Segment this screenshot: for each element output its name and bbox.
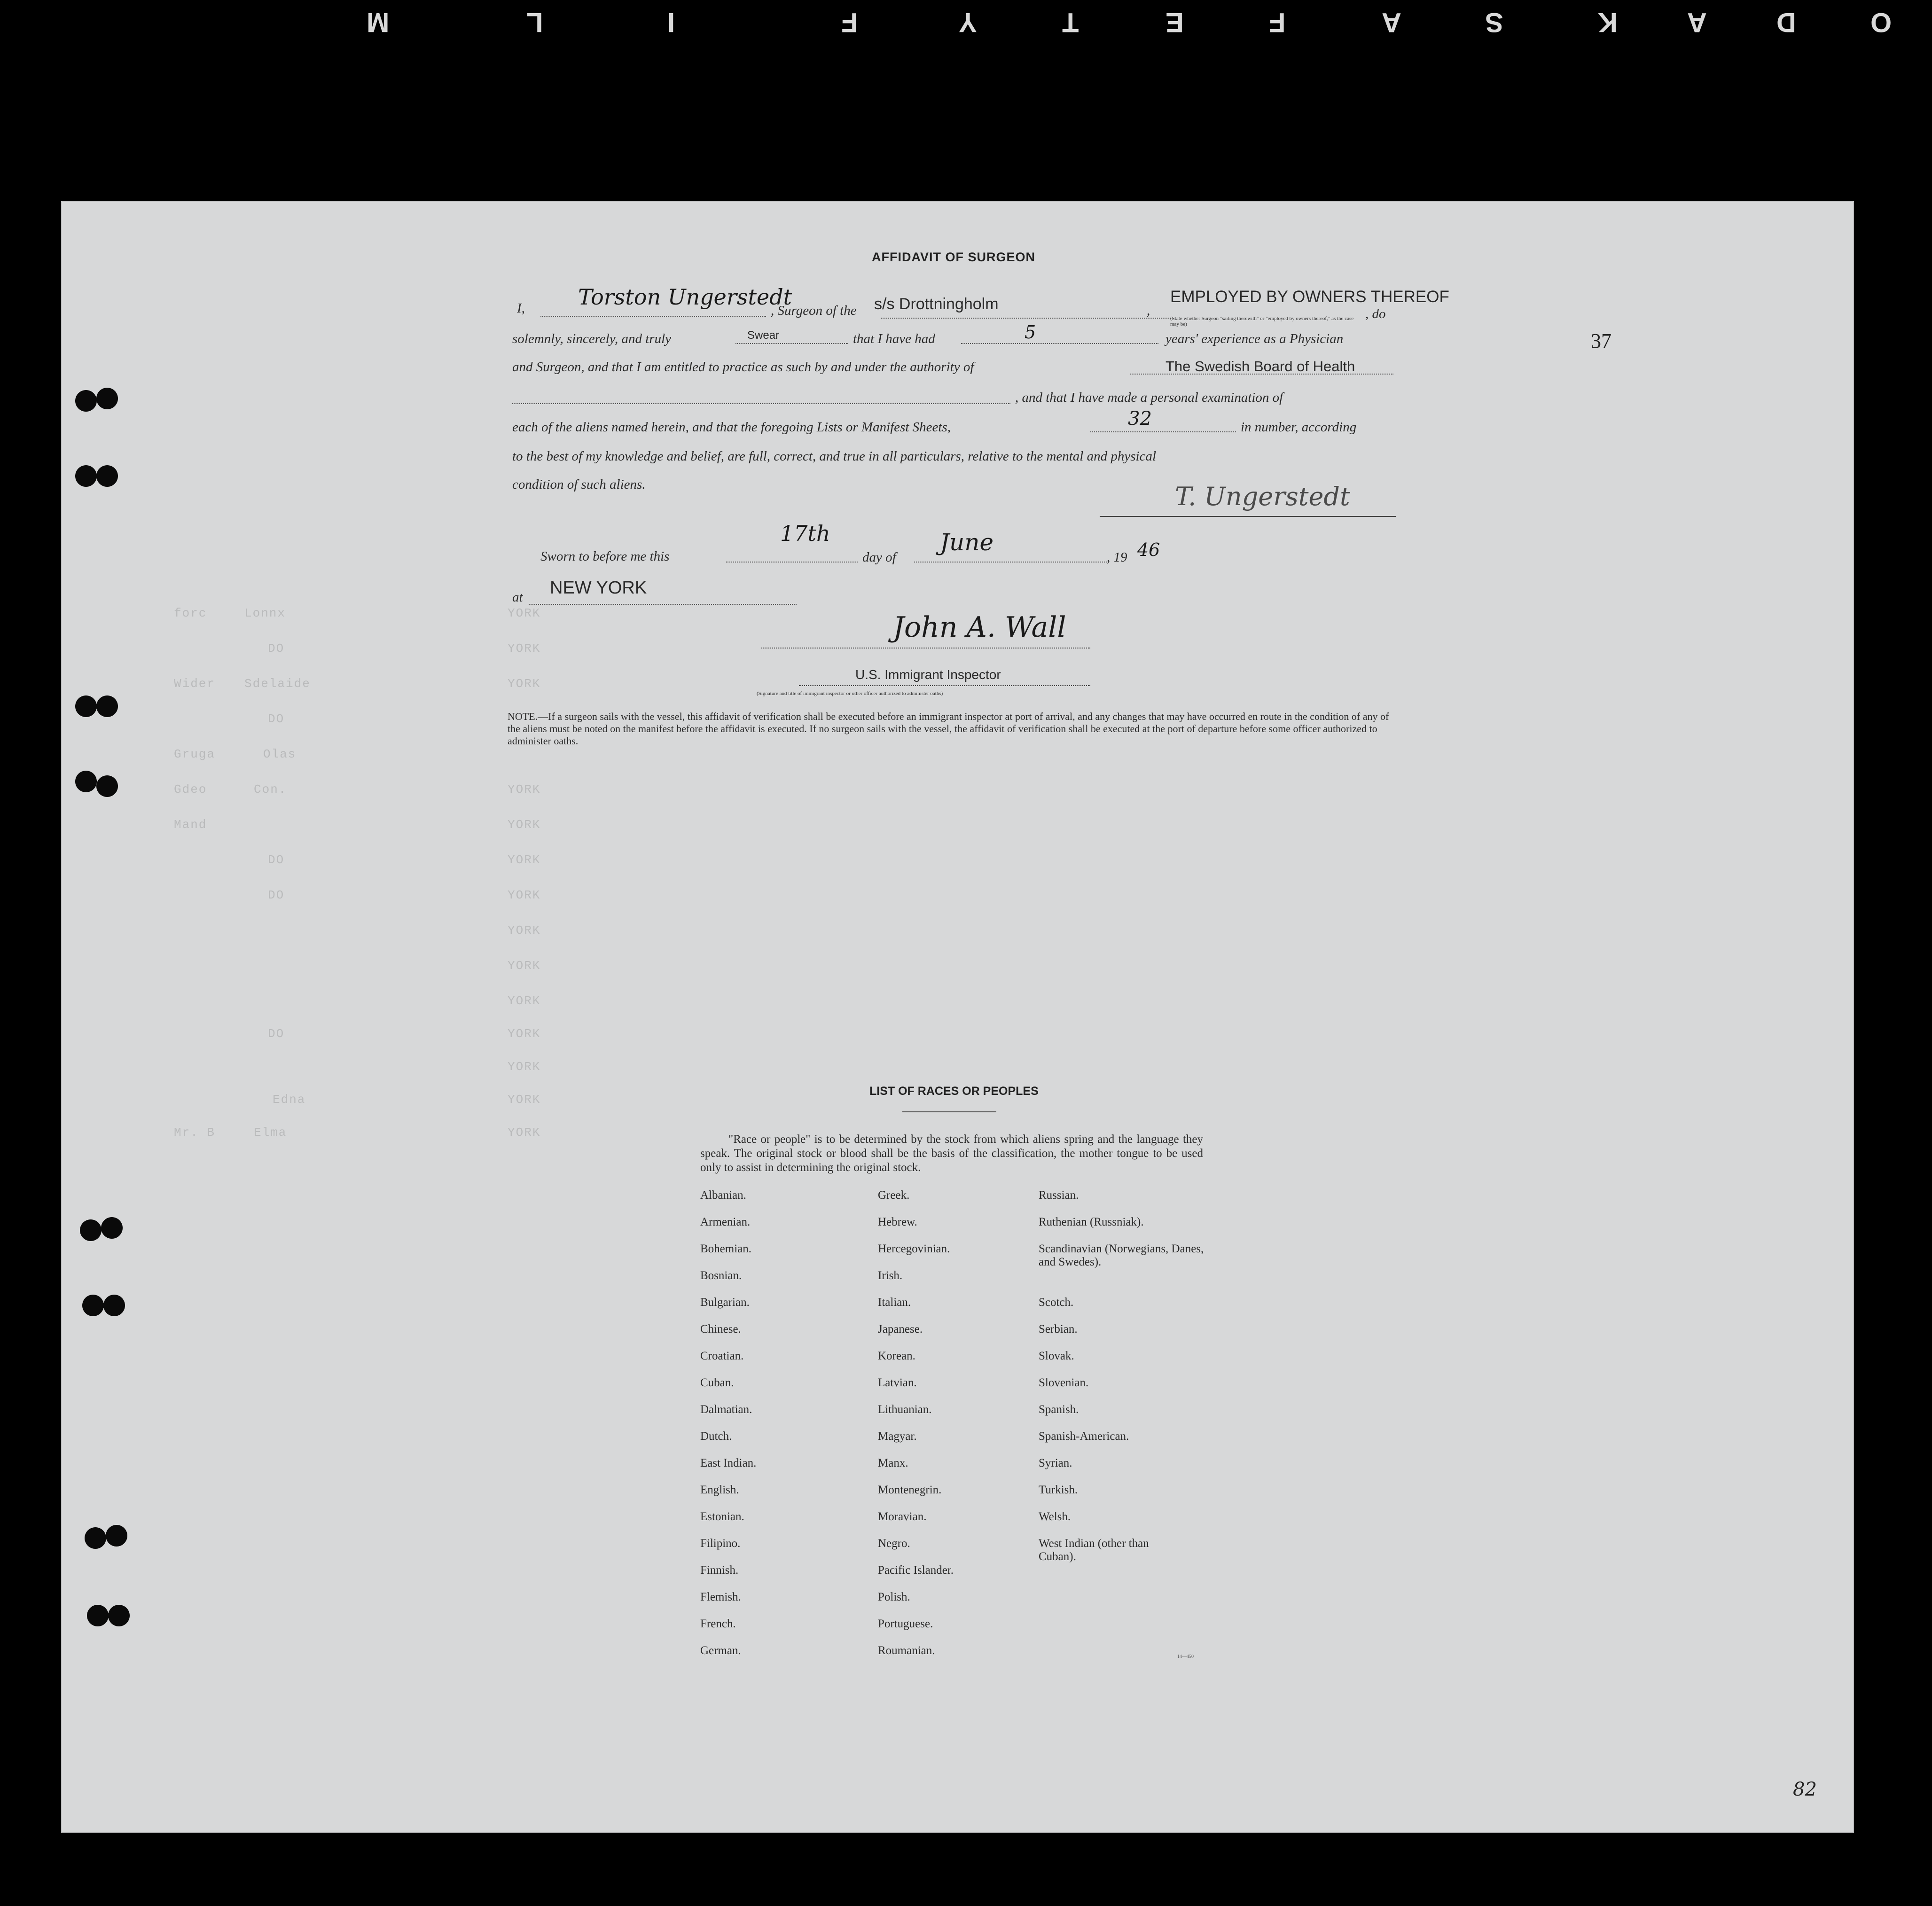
race-item: Irish. [878, 1269, 903, 1282]
bleed-text: DO [268, 888, 285, 902]
bleed-text: Edna [273, 1093, 306, 1107]
race-item: Albanian. [700, 1189, 746, 1202]
bleed-text: YORK [508, 923, 541, 937]
affidavit-note: NOTE.—If a surgeon sails with the vessel, this affidavit of verification shall be executed before an immigrant inspector at port of arrival, and any changes that may have occurred en route in the condition of any of the aliens must be noted on the manifest before the affidavit is executed. If no surgeon sails with the vessel, the affidavit of verification shall be executed at the port of departure before some officer authorized to administer oaths. [508, 711, 1389, 747]
film-glyph: F [841, 7, 858, 38]
race-item: Bohemian. [700, 1242, 752, 1255]
punch-hole [80, 1219, 102, 1241]
punch-hole [75, 465, 97, 487]
bleed-text: Con. [254, 782, 287, 797]
sheets-count: 32 [1128, 408, 1152, 430]
race-item: Flemish. [700, 1591, 741, 1603]
bleed-text: YORK [508, 959, 541, 973]
races-title: LIST OF RACES OR PEOPLES [869, 1085, 1039, 1098]
bleed-text: YORK [508, 677, 541, 691]
race-item: German. [700, 1644, 741, 1657]
best-of-label: to the best of my knowledge and belief, are full, correct, and true in all particulars, relative to the mental and physical [512, 449, 1157, 464]
race-item: Finnish. [700, 1564, 739, 1577]
bleed-text: YORK [508, 1027, 541, 1041]
that-i-have-had-label: that I have had [853, 331, 935, 346]
film-edge-marking [0, 7, 1932, 44]
race-item: Portuguese. [878, 1617, 933, 1630]
punch-hole [96, 388, 118, 409]
condition-label: condition of such aliens. [512, 477, 646, 492]
bleed-text: YORK [508, 1093, 541, 1107]
inspector-signature: John A. Wall [893, 611, 1066, 644]
film-glyph: O [1870, 7, 1892, 38]
race-item: Roumanian. [878, 1644, 935, 1657]
bleed-text: YORK [508, 1125, 541, 1140]
race-item: Ruthenian (Russniak). [1039, 1216, 1144, 1228]
film-glyph: T [1062, 7, 1079, 38]
race-item: Pacific Islander. [878, 1564, 954, 1577]
employment-status: EMPLOYED BY OWNERS THEREOF [1170, 288, 1449, 306]
punch-hole [85, 1527, 106, 1549]
years-value: 5 [1025, 322, 1036, 343]
race-item: East Indian. [700, 1457, 757, 1469]
year-value: 46 [1137, 539, 1160, 560]
bleed-text: YORK [508, 853, 541, 867]
bleed-text: Sdelaide [244, 677, 311, 691]
bleed-text: DO [268, 853, 285, 867]
film-glyph: A [1382, 7, 1401, 38]
surgeon-name: Torston Ungerstedt [578, 284, 792, 310]
punch-hole [75, 771, 97, 792]
race-item: Moravian. [878, 1510, 927, 1523]
solemnly-label: solemnly, sincerely, and truly [512, 331, 672, 346]
place-value: NEW YORK [550, 578, 647, 598]
race-item: Cuban. [700, 1376, 734, 1389]
races-paragraph: "Race or people" is to be determined by the stock from which aliens spring and the language they speak. The original stock or blood shall be the basis of the classification, the mother tongue to be used only to assist in determining the original stock. [700, 1133, 1203, 1174]
race-item: Syrian. [1039, 1457, 1072, 1469]
race-item: Slovak. [1039, 1350, 1074, 1362]
bleed-text: Elma [254, 1125, 287, 1140]
race-item: Montenegrin. [878, 1484, 942, 1496]
races-title-rule [902, 1111, 996, 1112]
in-number-label: in number, according [1241, 420, 1357, 435]
race-item: Serbian. [1039, 1323, 1078, 1336]
place-blank [529, 604, 797, 605]
surgeon-name-blank [540, 316, 766, 317]
punch-hole [96, 775, 118, 797]
race-item: Hercegovinian. [878, 1242, 950, 1255]
surgeon-signature: T. Ungerstedt [1175, 482, 1350, 511]
punch-hole [87, 1605, 109, 1626]
race-item: Hebrew. [878, 1216, 917, 1228]
punch-hole [103, 1295, 125, 1316]
authority-value: The Swedish Board of Health [1165, 358, 1355, 375]
each-of-label: each of the aliens named herein, and that the foregoing Lists or Manifest Sheets, [512, 420, 951, 435]
race-item: Spanish-American. [1039, 1430, 1129, 1443]
bleed-text: DO [268, 1027, 285, 1041]
punch-hole [101, 1217, 123, 1239]
race-item: Bulgarian. [700, 1296, 750, 1309]
surgeon-of-the-label: , Surgeon of the [771, 303, 857, 318]
film-glyph: A [1687, 7, 1707, 38]
manifest-page [61, 201, 1854, 1833]
race-item: Japanese. [878, 1323, 923, 1336]
sworn-label: Sworn to before me this [540, 549, 670, 564]
at-label: at [512, 590, 523, 605]
film-glyph: S [1485, 7, 1503, 38]
punch-hole [75, 390, 97, 412]
inspector-title: U.S. Immigrant Inspector [855, 667, 1001, 682]
race-item: Bosnian. [700, 1269, 742, 1282]
race-item: Lithuanian. [878, 1403, 932, 1416]
race-item: Armenian. [700, 1216, 751, 1228]
race-item: Negro. [878, 1537, 910, 1550]
day-of-label: day of [862, 550, 896, 565]
years-experience-label: years' experience as a Physician [1165, 331, 1344, 346]
race-item: Spanish. [1039, 1403, 1079, 1416]
ship-name: s/s Drottningholm [874, 295, 999, 313]
years-blank [961, 343, 1158, 344]
month-value: June [940, 529, 994, 556]
punch-hole [82, 1295, 104, 1316]
bleed-text: YORK [508, 606, 541, 620]
inspector-title-line [799, 685, 1090, 686]
film-glyph: K [1598, 7, 1618, 38]
race-item: Italian. [878, 1296, 911, 1309]
bleed-text: Wider [174, 677, 216, 691]
race-item: Chinese. [700, 1323, 741, 1336]
race-item: Magyar. [878, 1430, 917, 1443]
day-value: 17th [780, 521, 830, 546]
race-item: Dalmatian. [700, 1403, 752, 1416]
race-item: Filipino. [700, 1537, 741, 1550]
do-label: , do [1365, 306, 1386, 321]
race-item: Dutch. [700, 1430, 732, 1443]
punch-hole [106, 1525, 127, 1547]
bleed-text: forc [174, 606, 207, 620]
race-item: Turkish. [1039, 1484, 1078, 1496]
race-item: West Indian (other than Cuban). [1039, 1537, 1149, 1563]
ship-blank [881, 318, 1173, 319]
film-glyph: M [367, 7, 390, 38]
film-glyph: I [667, 7, 675, 38]
and-surgeon-label: and Surgeon, and that I am entitled to practice as such by and under the authority of [512, 359, 974, 375]
film-glyph: F [1269, 7, 1286, 38]
race-item: Croatian. [700, 1350, 744, 1362]
race-item: Scotch. [1039, 1296, 1074, 1309]
film-glyph: Y [959, 7, 977, 38]
bleed-text: DO [268, 641, 285, 656]
bleed-text: YORK [508, 641, 541, 656]
personal-exam-label: , and that I have made a personal examination of [1015, 390, 1283, 405]
form-code: 14—450 [1177, 1654, 1194, 1659]
race-item: Korean. [878, 1350, 915, 1362]
surgeon-signature-line [1100, 516, 1396, 517]
swear-blank [735, 343, 848, 344]
punch-hole [96, 465, 118, 487]
race-item: Welsh. [1039, 1510, 1071, 1523]
race-item: Manx. [878, 1457, 908, 1469]
bleed-text: YORK [508, 888, 541, 902]
sheets-blank [1090, 431, 1236, 432]
bleed-text: Mand [174, 818, 207, 832]
affidavit-title: AFFIDAVIT OF SURGEON [872, 250, 1035, 264]
page-number: 37 [1591, 329, 1611, 352]
film-glyph: E [1165, 7, 1184, 38]
punch-hole [75, 695, 97, 717]
bleed-text: YORK [508, 994, 541, 1008]
bleed-text: Olas [263, 747, 297, 761]
authority-continuation-blank [512, 403, 1010, 404]
race-item: Scandinavian (Norwegians, Danes, and Swedes). [1039, 1242, 1204, 1268]
i-label: I, [517, 301, 525, 316]
bleed-text: YORK [508, 1060, 541, 1074]
bleed-text: Mr. B [174, 1125, 216, 1140]
race-item: French. [700, 1617, 736, 1630]
bleed-text: YORK [508, 818, 541, 832]
race-item: Greek. [878, 1189, 910, 1202]
race-item: Russian. [1039, 1189, 1079, 1202]
year-prefix: , 19 [1107, 550, 1127, 565]
race-item: English. [700, 1484, 739, 1496]
bleed-text: Gruga [174, 747, 216, 761]
race-item: Latvian. [878, 1376, 917, 1389]
comma: , [1147, 303, 1150, 318]
film-glyph: L [526, 7, 543, 38]
corner-mark: 82 [1793, 1779, 1817, 1800]
inspector-caption: (Signature and title of immigrant inspector or other officer authorized to administer oaths) [757, 691, 943, 696]
race-item: Estonian. [700, 1510, 744, 1523]
state-whether-caption: (State whether Surgeon "sailing therewith" or "employed by owners thereof," as the case may be) [1170, 316, 1354, 327]
film-glyph: D [1776, 7, 1796, 38]
bleed-text: DO [268, 712, 285, 726]
bleed-text: Lonnx [244, 606, 286, 620]
race-item: Slovenian. [1039, 1376, 1089, 1389]
race-item: Polish. [878, 1591, 910, 1603]
punch-hole [108, 1605, 130, 1626]
bleed-text: YORK [508, 782, 541, 797]
bleed-text: Gdeo [174, 782, 207, 797]
punch-hole [96, 695, 118, 717]
swear-value: Swear [747, 329, 780, 342]
